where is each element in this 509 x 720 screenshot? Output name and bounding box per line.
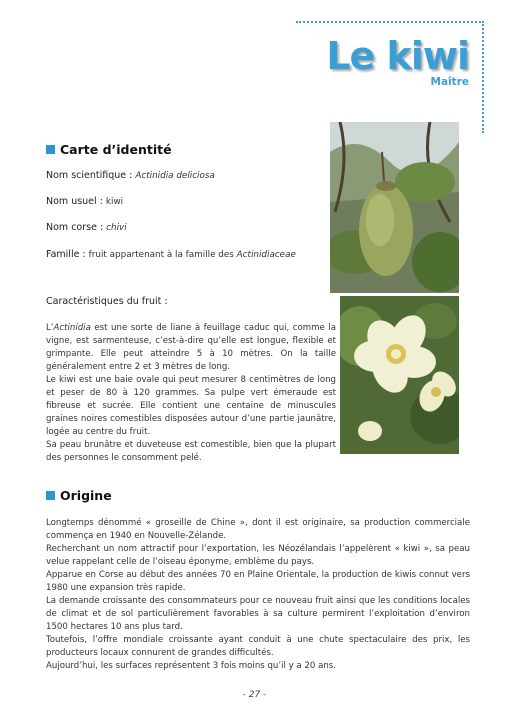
section-square-icon [46, 491, 55, 500]
header-frame-top [296, 21, 484, 23]
page-number: - 27 - [242, 690, 267, 700]
char-p1-rest: est une sorte de liane à feuillage caduc qui, comme la vigne, est sarmenteuse, c’est-à-dire qu’elle est longue, flexible et grimpante. Elle peut atteindre 5 à 10 mètres. On la taille généralement entre 2 et 3 mètres de long. [46, 323, 336, 372]
page-title: Le kiwi [326, 34, 469, 78]
origin-paragraph-3: Apparue en Corse au début des années 70 en Plaine Orientale, la production de kiwis connut vers 1980 une expansion très rapide. [46, 570, 470, 593]
origin-text [46, 517, 470, 673]
header-frame-right [482, 21, 484, 133]
common-name-line [46, 196, 123, 207]
identity-heading-text: Carte d’identité [60, 142, 172, 157]
characteristics-paragraph-3: Sa peau brunâtre et duveteuse est comestible, bien que la plupart des personnes le consomment pelé. [46, 440, 336, 463]
common-name-value: kiwi [105, 197, 124, 207]
origin-paragraph-4: La demande croissante des consommateurs pour ce nouveau fruit ainsi que les conditions locales de climat et de sol particulièrement favorables à sa culture permirent l’exploitation d’environ 1500 hectares 10 ans plus tard. [46, 596, 470, 632]
characteristics-text [46, 322, 336, 465]
scientific-name-label: Nom scientifique : [46, 170, 136, 181]
kiwi-flower-photo [340, 296, 459, 454]
family-value-italic: Actinidiaceae [236, 250, 296, 260]
family-line [46, 249, 296, 260]
kiwi-fruit-photo [330, 122, 459, 293]
char-p1-italic: Actinidia [53, 323, 91, 333]
family-label: Famille : [46, 249, 89, 260]
char-p1-prefix: L’ [46, 323, 54, 333]
origin-paragraph-2: Recherchant un nom attractif pour l’exportation, les Néozélandais l’appelèrent « kiwi », sa peau velue rappelant celle de l’oiseau éponyme, emblème du pays. [46, 544, 470, 567]
family-value-prefix: fruit appartenant à la famille des [88, 250, 237, 260]
common-name-label: Nom usuel : [46, 196, 106, 207]
scientific-name-value: Actinidia deliciosa [135, 171, 215, 181]
characteristics-paragraph-2: Le kiwi est une baie ovale qui peut mesurer 8 centimètres de long et peser de 80 à 120 grammes. Sa pulpe vert émeraude est fibreuse et sucrée. Elle contient une centaine de minuscules graines noires comestibles disposées autour d’une partie jaunâtre, logée au centre du fruit. [46, 375, 336, 437]
origin-heading-text: Origine [60, 488, 112, 503]
identity-heading [46, 142, 172, 157]
characteristics-heading: Caractéristiques du fruit : [46, 296, 168, 307]
characteristics-paragraph-1 [46, 322, 336, 374]
corsican-name-line [46, 222, 127, 233]
corsican-name-value: chivi [106, 223, 127, 233]
page-subtitle: Maître [430, 76, 469, 88]
corsican-name-label: Nom corse : [46, 222, 107, 233]
section-square-icon [46, 145, 55, 154]
origin-paragraph-5: Toutefois, l’offre mondiale croissante ayant conduit à une chute spectaculaire des prix, les producteurs locaux connurent de grandes difficultés. [46, 635, 470, 658]
scientific-name-line [46, 170, 215, 181]
origin-paragraph-6: Aujourd’hui, les surfaces représentent 3 fois moins qu’il y a 20 ans. [46, 661, 337, 671]
origin-heading [46, 488, 112, 503]
origin-paragraph-1: Longtemps dénommé « groseille de Chine », dont il est originaire, sa production commerciale commença en 1940 en Nouvelle-Zélande. [46, 518, 470, 541]
